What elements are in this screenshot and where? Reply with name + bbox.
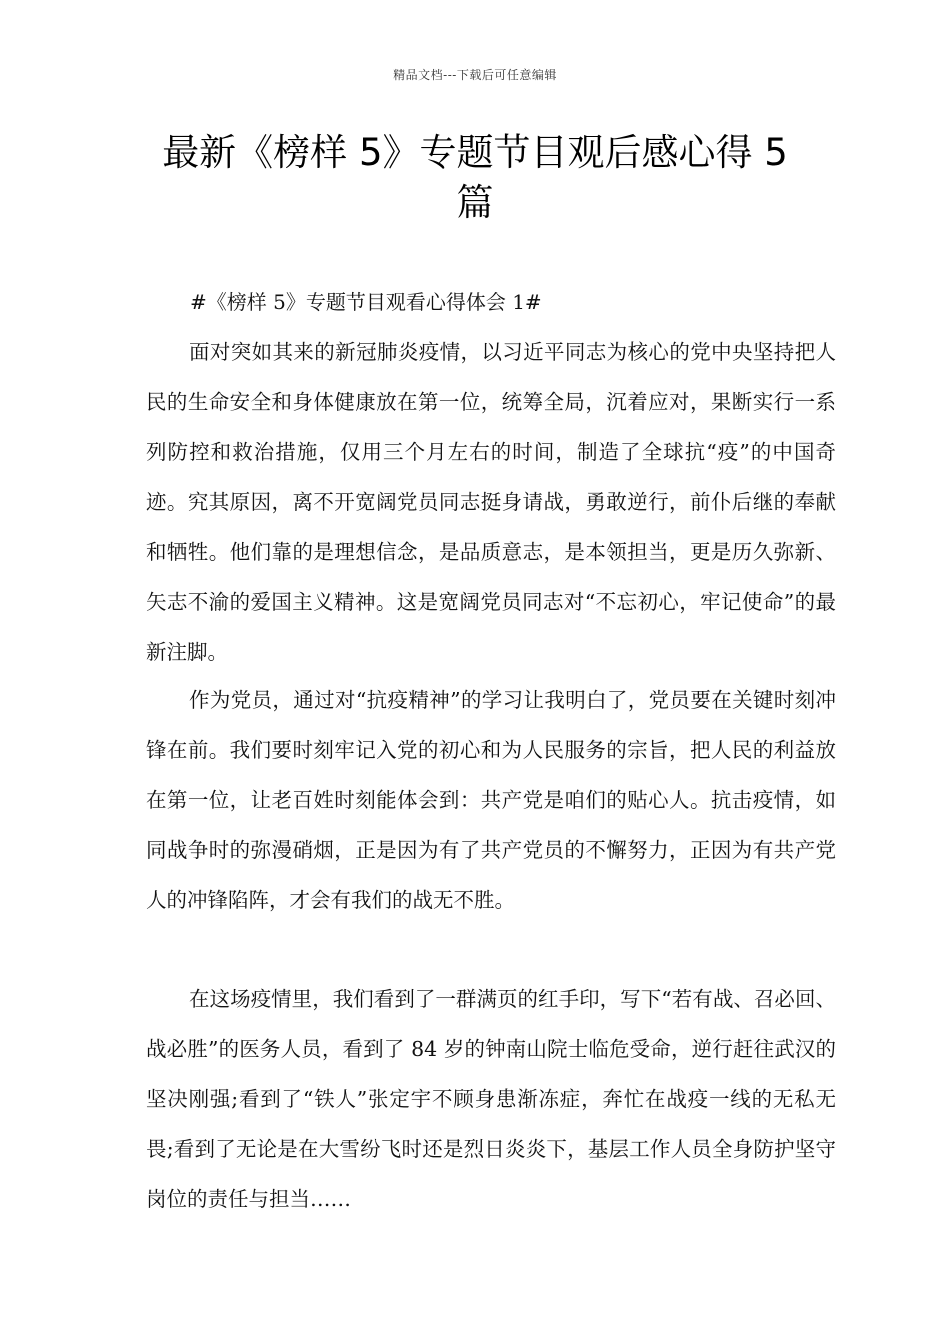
- paragraph-2: 作为党员，通过对“抗疫精神”的学习让我明白了，党员要在关键时刻冲锋在前。我们要时刻牢记入党的初心和为人民服务的宗旨，把人民的利益放在第一位，让老百姓时刻能体会到：共产党是咱们的贴心人。抗击疫情，如同战争时的弥漫硝烟，正是因为有了共产党员的不懈努力，正因为有共产党人的冲锋陷阵，才会有我们的战无不胜。: [146, 688, 836, 912]
- paragraph-1: 面对突如其来的新冠肺炎疫情，以习近平同志为核心的党中央坚持把人民的生命安全和身体健康放在第一位，统筹全局，沉着应对，果断实行一系列防控和救治措施，仅用三个月左右的时间，制造了全球抗“疫”的中国奇迹。究其原因，离不开宽阔党员同志挺身请战，勇敢逆行，前仆后继的奉献和牺牲。他们靠的是理想信念，是品质意志，是本领担当，更是历久弥新、矢志不渝的爱国主义精神。这是宽阔党员同志对“不忘初心，牢记使命”的最新注脚。: [146, 340, 836, 664]
- header-note: 精品文档---下载后可任意编辑: [393, 68, 557, 82]
- section-heading: #《榜样 5》专题节目观看心得体会 1#: [190, 290, 542, 314]
- page-title: 最新《榜样 5》专题节目观后感心得 5 篇: [162, 131, 788, 224]
- paragraph-3: 在这场疫情里，我们看到了一群满页的红手印，写下“若有战、召必回、战必胜”的医务人员，看到了 84 岁的钟南山院士临危受命，逆行赶往武汉的坚决刚强;看到了“铁人”张定宇不顾身患渐冻症，奔忙在战疫一线的无私无畏;看到了无论是在大雪纷飞时还是烈日炎炎下，基层工作人员全身防护坚守岗位的责任与担当……: [146, 987, 836, 1211]
